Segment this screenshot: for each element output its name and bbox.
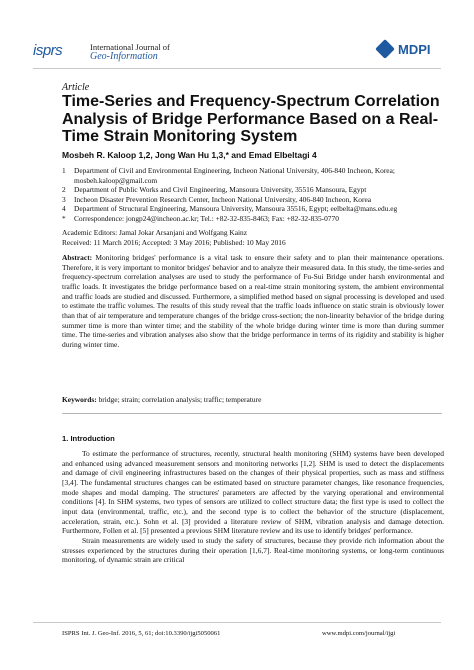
abstract (62, 253, 444, 350)
mdpi-logo-icon (375, 39, 395, 59)
affiliation-item: 4 Department of Structural Engineering, Mansoura University, Mansoura 35516, Egypt; eelbelta@mans.edu.eg (62, 204, 398, 214)
journal-name (90, 42, 170, 62)
section-heading: 1. Introduction (62, 434, 115, 443)
section-divider (62, 413, 442, 414)
abstract-label: Abstract: (62, 253, 93, 262)
correspondence: * Correspondence: jongp24@incheon.ac.kr; Tel.: +82-32-835-8463; Fax: +82-32-835-0770 (62, 213, 339, 223)
citation-footer: ISPRS Int. J. Geo-Inf. 2016, 5, 61; doi:10.3390/ijgi5050061 (62, 630, 221, 637)
academic-editors: Academic Editors: Jamal Jokar Arsanjani and Wolfgang Kainz (62, 228, 248, 237)
keywords (62, 395, 442, 404)
header-divider (33, 68, 441, 69)
affiliation-item: 1 Department of Civil and Environmental Engineering, Incheon National University, 406-840 Incheon, Korea; mosbeh.kaloop@gmail.com (62, 166, 395, 185)
paragraph: Strain measurements are widely used to study the safety of structures, because they provide rich information about the stresses experienced by the structures during their operation [1,6,7]. Real-time monitoring systems, or long-term continuous monitoring, of dynamic strain are critical (62, 535, 444, 565)
introduction-body (62, 449, 444, 565)
mdpi-logo (378, 40, 440, 58)
journal-line-1: International Journal of (90, 42, 170, 52)
article-type: Article (62, 82, 90, 93)
paper-title: Time-Series and Frequency-Spectrum Correlation Analysis of Bridge Performance Based on a Real-Time Strain Monitoring System (62, 93, 440, 145)
isprs-logo-text: isprs (33, 42, 63, 59)
affiliations (62, 166, 442, 224)
keywords-text: bridge; strain; correlation analysis; traffic; temperature (98, 395, 262, 404)
affiliation-item: 2 Department of Public Works and Civil Engineering, Mansoura University, 35516 Mansoura, Egypt (62, 185, 367, 195)
affiliation-item: 3 Incheon Disaster Prevention Research Center, Incheon National University, 406-840 Incheon, Korea (62, 194, 372, 204)
keywords-label: Keywords: (62, 395, 97, 404)
author-list: Mosbeh R. Kaloop 1,2, Jong Wan Hu 1,3,* and Emad Elbeltagi 4 (62, 150, 317, 160)
paragraph: To estimate the performance of structures, recently, structural health monitoring (SHM) systems have been developed and enhanced using advanced measurement sensors and monitoring networks [1,2]. SHM is used to detect the displacements and damage of civil engineering infrastructures based on the changes of their physical properties, such as mass and stiffness [3,4]. The fundamental structures changes can be estimated based on structure parameter changes, like resonance frequencies, mode shapes and modal damping. The structures' parameters are affected by the varying operational and environmental conditions [4]. In SHM systems, two types of sensors are utilized to collect structure data; the first type is used to collect the input data (environmental, traffic, etc.), and the second type is to collect the behavior of the structure (displacement, acceleration, strain, etc.). Sohn et al. [3] provided a literature review of SHM, vibration analysis and damage detection. Furthermore, Follen et al. [5] presented a previous SHM literature review and its use to identify bridges' performance. (62, 449, 444, 536)
journal-url[interactable]: www.mdpi.com/journal/ijgi (322, 630, 396, 637)
footer-divider (33, 622, 441, 623)
mdpi-logo-text: MDPI (398, 41, 431, 57)
abstract-text: Monitoring bridges' performance is a vital task to ensure their safety and to plan their maintenance operations. Therefore, it is very important to monitor bridges' behavior and to analyze their measured data. In this study, the time-series and frequency-spectrum correlation analyses are used to study the performance of Fu-Sui Bridge under harsh environmental and traffic loads. It investigates the bridge performance based on a real-time strain monitoring system, the ambient environmental and traffic loads are studied and discussed. Furthermore, a simplified method based on signal processing is developed and used to estimate the traffic volumes. The results of this study reveal that the traffic loads influence on static strain is obviously lower than that of air temperature and temperature changes of the bridge cross-section; the non-linearity behavior of the bridge during summer time is more than winter time; and the stability of the whole bridge during winter time is more than during summer time. The time-series and vibration analyses also show that the bridge performance in terms of its rigidity and stability is higher during winter time. (62, 253, 445, 349)
publication-dates (62, 228, 286, 247)
journal-line-2: Geo-Information (90, 51, 158, 62)
received-accepted-published: Received: 11 March 2016; Accepted: 3 May 2016; Published: 10 May 2016 (62, 237, 286, 247)
